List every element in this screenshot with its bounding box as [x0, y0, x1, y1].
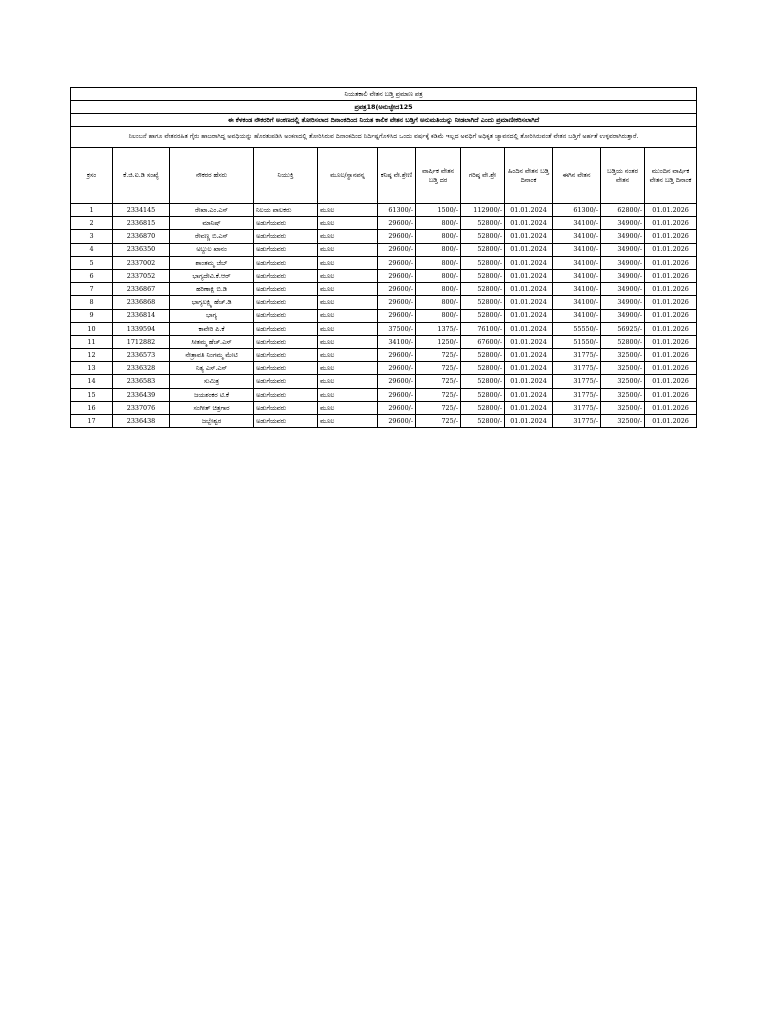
table-cell: 2	[71, 217, 113, 230]
table-cell: ಅಡುಗೆಯವರು	[254, 335, 318, 348]
table-cell: ಜಯಶಂಕರ ಟಿ.ಕೆ	[170, 388, 254, 401]
table-cell: 800/-	[416, 217, 461, 230]
table-cell: 52800/-	[461, 349, 505, 362]
table-cell: 01.01.2024	[505, 230, 553, 243]
table-row	[71, 322, 697, 335]
table-cell: 34900/-	[601, 296, 645, 309]
table-cell: 29600/-	[378, 309, 416, 322]
table-cell: 01.01.2024	[505, 204, 553, 217]
table-cell: 800/-	[416, 243, 461, 256]
table-cell: 9	[71, 309, 113, 322]
table-cell: 8	[71, 296, 113, 309]
table-cell: 7	[71, 283, 113, 296]
table-cell: 52800/-	[461, 230, 505, 243]
table-cell: 2336439	[113, 388, 170, 401]
table-cell: 01.01.2026	[645, 309, 697, 322]
table-cell: ಮೂಲ	[318, 230, 378, 243]
column-header-row	[71, 148, 697, 204]
table-cell: 01.01.2026	[645, 401, 697, 414]
column-header: ಮುಂದಿನ ವಾರ್ಷಿಕ ವೇತನ ಬಡ್ತಿ ದಿನಾಂಕ	[645, 148, 697, 204]
table-cell: 34100/-	[553, 243, 601, 256]
table-cell: 29600/-	[378, 375, 416, 388]
table-cell: ಅಡುಗೆಯವರು	[254, 401, 318, 414]
table-cell: 29600/-	[378, 283, 416, 296]
table-cell: 6	[71, 269, 113, 282]
table-row	[71, 204, 697, 217]
table-cell: 52800/-	[461, 296, 505, 309]
table-cell: 29600/-	[378, 349, 416, 362]
table-cell: 76100/-	[461, 322, 505, 335]
table-cell: 34100/-	[378, 335, 416, 348]
table-cell: 52800/-	[461, 217, 505, 230]
table-cell: 2336438	[113, 415, 170, 428]
table-cell: 01.01.2024	[505, 335, 553, 348]
table-cell: 14	[71, 375, 113, 388]
table-cell: 29600/-	[378, 362, 416, 375]
table-cell: ಮೂಲ	[318, 309, 378, 322]
table-cell: 1712882	[113, 335, 170, 348]
table-cell: 34100/-	[553, 230, 601, 243]
table-cell: 52800/-	[461, 415, 505, 428]
table-cell: 01.01.2024	[505, 388, 553, 401]
table-cell: 01.01.2024	[505, 349, 553, 362]
table-cell: 01.01.2026	[645, 362, 697, 375]
table-cell: 01.01.2024	[505, 309, 553, 322]
table-cell: 2336867	[113, 283, 170, 296]
table-cell: 52800/-	[461, 401, 505, 414]
table-cell: 29600/-	[378, 217, 416, 230]
certification-row	[71, 114, 697, 127]
table-cell: ಭಾಗ್ಯದೇವಿ.ಕೆ.ಆರ್	[170, 269, 254, 282]
column-header: ಕೆ.ಜಿ.ಐ.ಡಿ ಸಂಖ್ಯೆ	[113, 148, 170, 204]
table-cell: ಅಡುಗೆಯವರು	[254, 322, 318, 335]
table-cell: 31775/-	[553, 401, 601, 414]
increment-table	[70, 87, 697, 428]
table-cell: 01.01.2026	[645, 283, 697, 296]
table-cell: ಮೂಲ	[318, 375, 378, 388]
table-cell: 2336350	[113, 243, 170, 256]
table-cell: 52800/-	[601, 335, 645, 348]
table-cell: 800/-	[416, 309, 461, 322]
table-cell: 725/-	[416, 349, 461, 362]
table-cell: ನೇತ್ರಾವತಿ ನಿಂಗಮ್ಮ ಮೇಟಿ	[170, 349, 254, 362]
table-cell: ಅಡುಗೆಯವರು	[254, 415, 318, 428]
table-cell: 32500/-	[601, 375, 645, 388]
column-header: ಮೂಲ/ಸ್ಥಾನಪನ್ನ	[318, 148, 378, 204]
table-row	[71, 296, 697, 309]
column-header: ಕ್ರಸಂ	[71, 148, 113, 204]
table-cell: 34900/-	[601, 256, 645, 269]
table-cell: ರೇಖಾ.ಎಂ.ಎಸ್	[170, 204, 254, 217]
table-cell: 29600/-	[378, 415, 416, 428]
table-cell: ಮೂಲ	[318, 269, 378, 282]
table-row	[71, 217, 697, 230]
table-cell: 61300/-	[378, 204, 416, 217]
table-cell: ಅಡುಗೆಯವರು	[254, 269, 318, 282]
table-row	[71, 415, 697, 428]
table-cell: 31775/-	[553, 415, 601, 428]
table-cell: 2337052	[113, 269, 170, 282]
table-cell: 31775/-	[553, 375, 601, 388]
table-cell: 01.01.2024	[505, 415, 553, 428]
column-header: ಈಗಿನ ವೇತನ	[553, 148, 601, 204]
table-cell: ಅಡುಗೆಯವರು	[254, 349, 318, 362]
table-cell: ಮೂಲ	[318, 322, 378, 335]
table-cell: ಮೂಲ	[318, 217, 378, 230]
table-cell: ರೇವಣ್ಣ ಬಿ.ಎಸ್	[170, 230, 254, 243]
table-cell: 56925/-	[601, 322, 645, 335]
table-cell: 01.01.2026	[645, 415, 697, 428]
table-cell: 1500/-	[416, 204, 461, 217]
table-cell: ಮೂಲ	[318, 283, 378, 296]
column-header: ಕನಿಷ್ಠ ವೇ.ಶ್ರೇಣಿ	[378, 148, 416, 204]
table-cell: 800/-	[416, 296, 461, 309]
table-cell: 32500/-	[601, 388, 645, 401]
table-cell: 01.01.2026	[645, 296, 697, 309]
table-cell: 29600/-	[378, 296, 416, 309]
table-cell: 01.01.2026	[645, 388, 697, 401]
table-cell: 01.01.2024	[505, 362, 553, 375]
table-cell: 29600/-	[378, 401, 416, 414]
table-cell: 52800/-	[461, 309, 505, 322]
table-cell: 55550/-	[553, 322, 601, 335]
table-cell: 31775/-	[553, 362, 601, 375]
table-cell: ಮೂಲ	[318, 296, 378, 309]
table-cell: 31775/-	[553, 349, 601, 362]
table-cell: 34100/-	[553, 283, 601, 296]
title-row	[71, 88, 697, 101]
table-cell: 52800/-	[461, 256, 505, 269]
table-cell: 10	[71, 322, 113, 335]
table-body	[71, 204, 697, 428]
table-cell: 725/-	[416, 415, 461, 428]
column-header: ವಾರ್ಷಿಕ ವೇತನ ಬಡ್ತಿ ದರ	[416, 148, 461, 204]
table-cell: 29600/-	[378, 269, 416, 282]
table-cell: 34900/-	[601, 217, 645, 230]
table-row	[71, 283, 697, 296]
table-cell: 29600/-	[378, 230, 416, 243]
table-cell: 01.01.2024	[505, 322, 553, 335]
table-row	[71, 388, 697, 401]
table-cell: ಭಾಗ್ಯಲಕ್ಷ್ಮಿ ಹೆಚ್.ಡಿ	[170, 296, 254, 309]
table-cell: ಮೂಲ	[318, 335, 378, 348]
table-cell: 800/-	[416, 269, 461, 282]
table-cell: 61300/-	[553, 204, 601, 217]
table-cell: 34100/-	[553, 269, 601, 282]
table-cell: 15	[71, 388, 113, 401]
table-cell: 725/-	[416, 362, 461, 375]
table-cell: 16	[71, 401, 113, 414]
column-header: ಗರಿಷ್ಠ ವೇ.ಶ್ರೇ	[461, 148, 505, 204]
table-cell: 5	[71, 256, 113, 269]
table-cell: 01.01.2024	[505, 401, 553, 414]
table-cell: 01.01.2024	[505, 296, 553, 309]
table-cell: 34900/-	[601, 243, 645, 256]
table-cell: 01.01.2026	[645, 243, 697, 256]
table-cell: 112900/-	[461, 204, 505, 217]
table-cell: ಅಡುಗೆಯವರು	[254, 256, 318, 269]
table-cell: 32500/-	[601, 349, 645, 362]
table-cell: ನಿತ್ಯ ಎಸ್.ಎಸ್	[170, 362, 254, 375]
table-cell: ಅಡುಗೆಯವರು	[254, 388, 318, 401]
table-cell: ಅಬ್ದುಲ ಖಾನಂ	[170, 243, 254, 256]
table-cell: 12	[71, 349, 113, 362]
table-cell: ಮೂಲ	[318, 415, 378, 428]
table-cell: 34100/-	[553, 296, 601, 309]
table-row	[71, 256, 697, 269]
table-cell: ಮೂಲ	[318, 362, 378, 375]
table-cell: ಭಾಗ್ಯ	[170, 309, 254, 322]
table-cell: 01.01.2026	[645, 322, 697, 335]
table-row	[71, 375, 697, 388]
document-reference: ಪ್ರಪತ್ರ18(ಅನುಚ್ಛೇದ125	[71, 101, 697, 114]
table-cell: 725/-	[416, 375, 461, 388]
table-cell: 37500/-	[378, 322, 416, 335]
table-cell: 2336328	[113, 362, 170, 375]
table-cell: ಮೂಲ	[318, 243, 378, 256]
table-cell: ಸುಮಿತ್ರ	[170, 375, 254, 388]
table-cell: 13	[71, 362, 113, 375]
table-cell: 01.01.2024	[505, 256, 553, 269]
table-cell: 62800/-	[601, 204, 645, 217]
table-cell: 2334145	[113, 204, 170, 217]
table-cell: 01.01.2026	[645, 256, 697, 269]
table-cell: ಮೂಲ	[318, 388, 378, 401]
table-row	[71, 269, 697, 282]
table-cell: 32500/-	[601, 415, 645, 428]
table-cell: ಮಾನಿಷ್	[170, 217, 254, 230]
table-row	[71, 243, 697, 256]
table-cell: 800/-	[416, 256, 461, 269]
table-cell: 34100/-	[553, 217, 601, 230]
table-cell: 17	[71, 415, 113, 428]
table-cell: 34900/-	[601, 283, 645, 296]
table-cell: ಅಡುಗೆಯವರು	[254, 375, 318, 388]
table-row	[71, 230, 697, 243]
table-cell: 3	[71, 230, 113, 243]
table-cell: 1	[71, 204, 113, 217]
table-cell: 800/-	[416, 283, 461, 296]
table-cell: ಅಡುಗೆಯವರು	[254, 309, 318, 322]
table-cell: 67600/-	[461, 335, 505, 348]
table-row	[71, 401, 697, 414]
table-cell: ಮೂಲ	[318, 401, 378, 414]
table-cell: 800/-	[416, 230, 461, 243]
table-cell: 34100/-	[553, 309, 601, 322]
table-cell: 01.01.2026	[645, 204, 697, 217]
table-cell: 01.01.2024	[505, 243, 553, 256]
table-cell: ಅಡುಗೆಯವರು	[254, 362, 318, 375]
table-cell: 1250/-	[416, 335, 461, 348]
table-cell: ಅಡುಗೆಯವರು	[254, 243, 318, 256]
table-cell: 1339594	[113, 322, 170, 335]
table-cell: 52800/-	[461, 362, 505, 375]
table-cell: 34900/-	[601, 309, 645, 322]
table-cell: ಅಡುಗೆಯವರು	[254, 230, 318, 243]
table-cell: 01.01.2026	[645, 349, 697, 362]
table-cell: 52800/-	[461, 283, 505, 296]
table-cell: 34100/-	[553, 256, 601, 269]
table-cell: 01.01.2024	[505, 283, 553, 296]
table-cell: ಅಡುಗೆಯವರು	[254, 296, 318, 309]
table-cell: 725/-	[416, 388, 461, 401]
table-cell: 1375/-	[416, 322, 461, 335]
eligibility-note: ನಿಲಂಬನೆ ಹಾಗೂ ವೇತನರಹಿತ ಗೈರು ಹಾಜರಾಗಿದ್ದ ಅವಧಿಯನ್ನು ಹೊರತುಪಡಿಸಿ ಅಂಕಣದಲ್ಲಿ ತೋರಿಸಿರುವ ದಿನಾಂಕದಿಂದ ನಿರ್ದಿಷ್ಟಗೊಳಿಸಿದ ಒಂದು ವರ್ಷಕ್ಕೆ ಕಡಿಮೆ ಇಲ್ಲದ ಅವಧಿಗೆ ಅಧಿಕೃತ ಚ್ಯಾವನದಲ್ಲಿ ತೋರಿಸಿರುವಂತೆ ವೇತನ ಬಡ್ತಿಗೆ ಅರ್ಹತೆ ಉಳ್ಳವರಾಗಿರುತ್ತಾರೆ.	[71, 127, 697, 148]
column-header: ಬಡ್ತಿಯ ನಂತರ ವೇತನ	[601, 148, 645, 204]
table-cell: 52800/-	[461, 269, 505, 282]
certification-text: ಈ ಕೆಳಕಂಡ ನೌಕರರಿಗೆ ಅಂಕಣದಲ್ಲಿ ತೋರಿಸಲಾದ ದಿನಾಂಕದಿಂದ ನಿಯತ ಕಾಲಿಕ ವೇತನ ಬಡ್ತಿಗೆ ಅನುಮತಿಯನ್ನು ನೀಡಲಾಗಿದೆ ಎಂದು ಪ್ರಮಾಣೀಕರಿಸಲಾಗಿದೆ	[71, 114, 697, 127]
document-title: ನಿಯತಕಾಲಿ ವೇತನ ಬಡ್ತಿ ಪ್ರಮಾಣ ಪತ್ರ	[71, 88, 697, 101]
table-cell: ಮೂಲ	[318, 204, 378, 217]
table-cell: 52800/-	[461, 388, 505, 401]
table-cell: 52800/-	[461, 375, 505, 388]
table-cell: 01.01.2026	[645, 230, 697, 243]
table-row	[71, 362, 697, 375]
table-cell: 725/-	[416, 401, 461, 414]
table-cell: 29600/-	[378, 388, 416, 401]
table-cell: 52800/-	[461, 243, 505, 256]
table-cell: 2336814	[113, 309, 170, 322]
table-cell: 2336868	[113, 296, 170, 309]
table-row	[71, 309, 697, 322]
table-cell: ಜಬ್ಬೇಶ್ವರ	[170, 415, 254, 428]
table-cell: ಶಾಂತಮ್ಮ ಜೆಬ್	[170, 256, 254, 269]
table-cell: 31775/-	[553, 388, 601, 401]
table-row	[71, 349, 697, 362]
table-cell: 01.01.2026	[645, 375, 697, 388]
table-cell: 32500/-	[601, 362, 645, 375]
increment-certificate-sheet	[70, 87, 696, 428]
table-cell: 01.01.2026	[645, 269, 697, 282]
table-cell: 2336583	[113, 375, 170, 388]
table-cell: ಹರಿಣಾಕ್ಷಿ ಬಿ.ಡಿ	[170, 283, 254, 296]
table-cell: ಸಂಗೀತ್ ಚಿತ್ರಗಾರ	[170, 401, 254, 414]
column-header: ನಿಯುಕ್ತಿ	[254, 148, 318, 204]
table-cell: 29600/-	[378, 256, 416, 269]
note-row	[71, 127, 697, 148]
table-cell: 2337076	[113, 401, 170, 414]
table-row	[71, 335, 697, 348]
table-cell: 2337002	[113, 256, 170, 269]
table-cell: 11	[71, 335, 113, 348]
table-cell: ಸೀತಮ್ಮ ಹೆಚ್.ಎಸ್	[170, 335, 254, 348]
column-header: ಹಿಂದಿನ ವೇತನ ಬಡ್ತಿ ದಿನಾಂಕ	[505, 148, 553, 204]
table-cell: ಮೂಲ	[318, 349, 378, 362]
table-cell: 01.01.2026	[645, 217, 697, 230]
table-cell: 29600/-	[378, 243, 416, 256]
table-cell: ನಿಲಯ ಪಾಲಕರು	[254, 204, 318, 217]
table-cell: ಕಾವೇರಿ ಪಿ.ಕೆ	[170, 322, 254, 335]
table-cell: 01.01.2024	[505, 269, 553, 282]
table-cell: ಅಡುಗೆಯವರು	[254, 217, 318, 230]
table-cell: 2336573	[113, 349, 170, 362]
column-header: ನೌಕರರ ಹೆಸರು	[170, 148, 254, 204]
table-cell: 2336870	[113, 230, 170, 243]
table-cell: 01.01.2024	[505, 375, 553, 388]
table-cell: 34900/-	[601, 230, 645, 243]
table-cell: 4	[71, 243, 113, 256]
table-cell: 2336815	[113, 217, 170, 230]
table-cell: ಮೂಲ	[318, 256, 378, 269]
table-cell: 32500/-	[601, 401, 645, 414]
table-cell: 01.01.2026	[645, 335, 697, 348]
table-cell: ಅಡುಗೆಯವರು	[254, 283, 318, 296]
table-cell: 34900/-	[601, 269, 645, 282]
reference-row	[71, 101, 697, 114]
table-cell: 51550/-	[553, 335, 601, 348]
table-cell: 01.01.2024	[505, 217, 553, 230]
